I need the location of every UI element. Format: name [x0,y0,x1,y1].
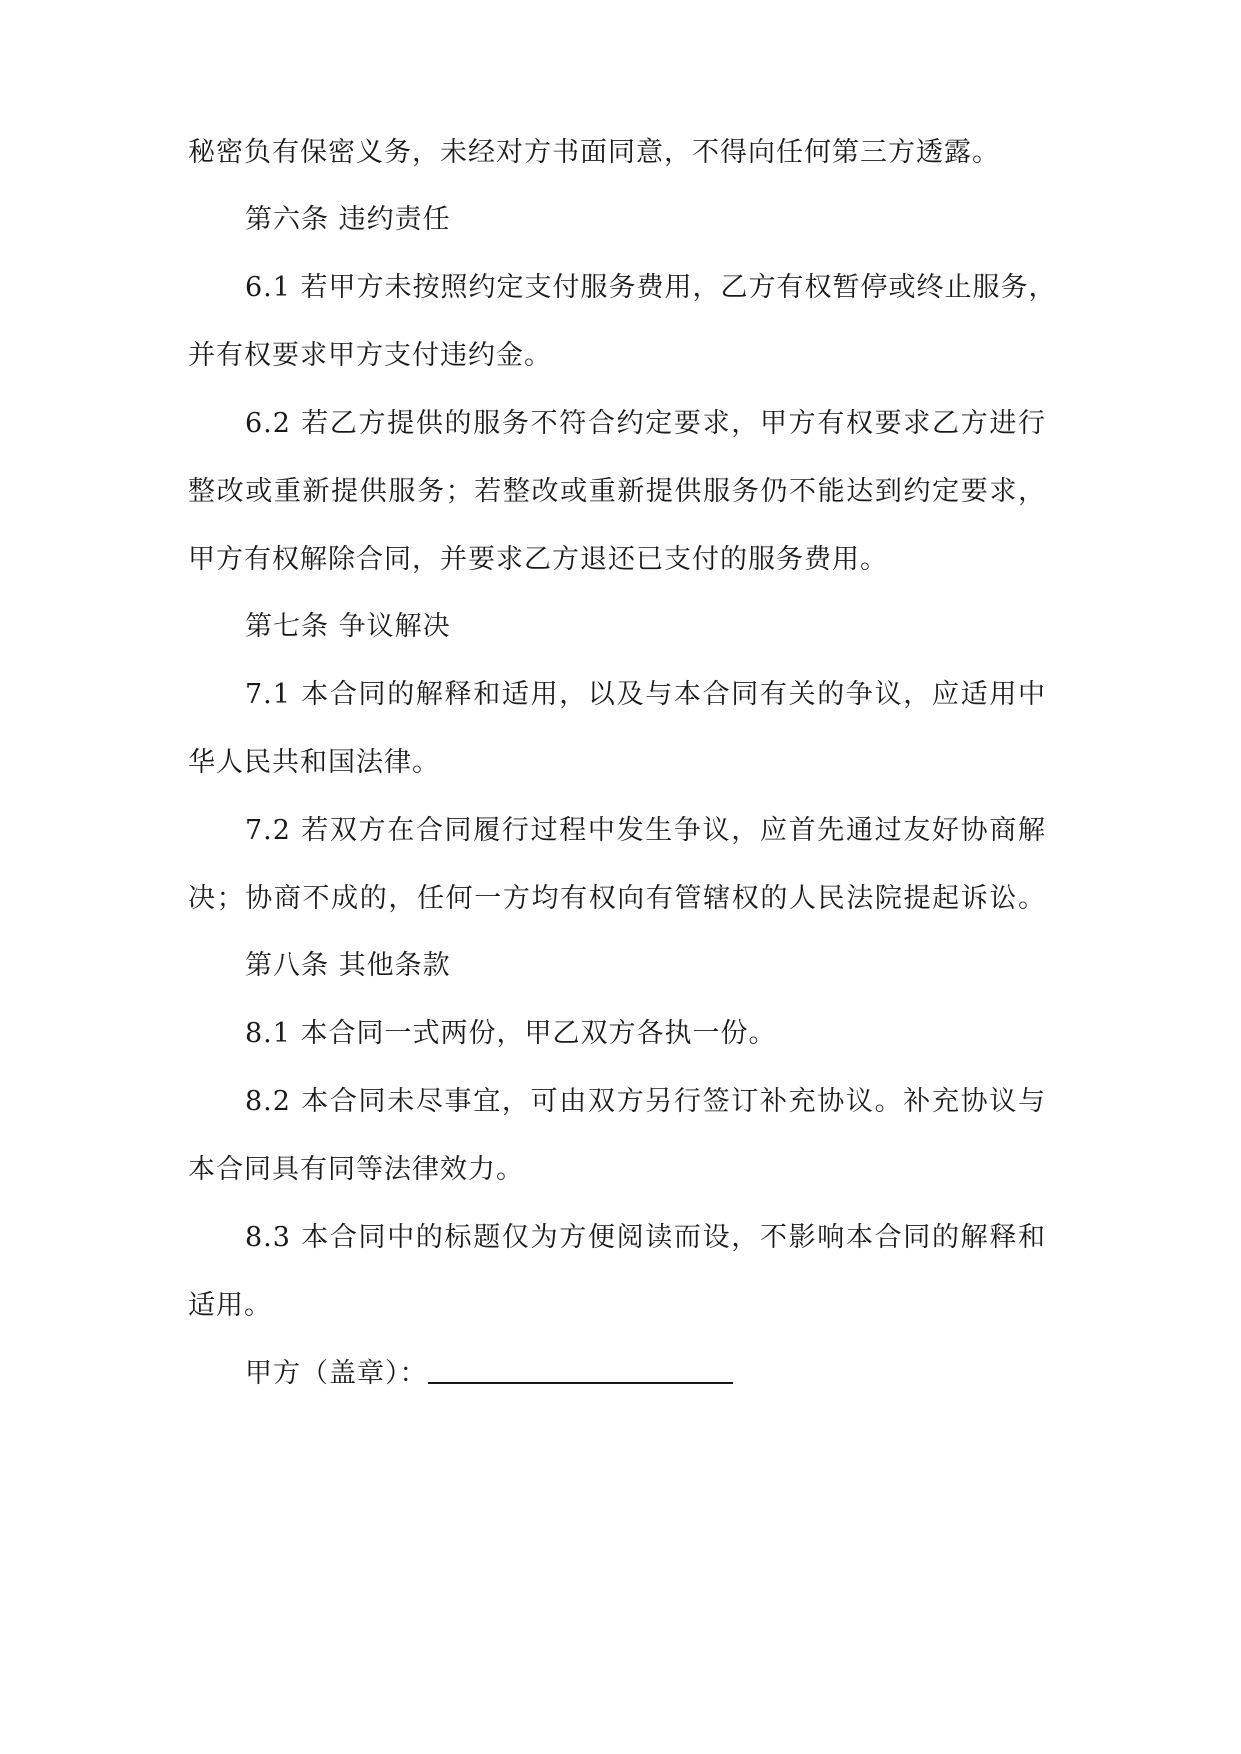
party-a-signature-row [245,1354,733,1394]
clause-6-2-line-3: 甲方有权解除合同，并要求乙方退还已支付的服务费用。 [188,544,888,575]
clause-8-3-line-2: 适用。 [188,1290,272,1321]
clause-7-1-line-2: 华人民共和国法律。 [188,747,440,778]
paragraph-confidentiality-end: 秘密负有保密义务，未经对方书面同意，不得向任何第三方透露。 [188,137,1000,168]
clause-6-1-line-1: 6.1 若甲方未按照约定支付服务费用，乙方有权暂停或终止服务， [245,272,1057,303]
article-6-heading: 第六条 违约责任 [245,204,451,235]
clause-7-2-line-1: 7.2 若双方在合同履行过程中发生争议，应首先通过友好协商解 [245,815,1046,846]
clause-7-2-line-2: 决；协商不成的，任何一方均有权向有管辖权的人民法院提起诉讼。 [188,883,1046,914]
clause-8-1: 8.1 本合同一式两份，甲乙双方各执一份。 [245,1018,777,1049]
clause-8-3-line-1: 8.3 本合同中的标题仅为方便阅读而设，不影响本合同的解释和 [245,1222,1046,1253]
clause-8-2-line-2: 本合同具有同等法律效力。 [188,1154,524,1185]
signature-blank-line[interactable] [428,1354,733,1384]
clause-6-2-line-2: 整改或重新提供服务；若整改或重新提供服务仍不能达到约定要求， [188,476,1046,507]
party-a-seal-label: 甲方（盖章）： [245,1358,428,1389]
article-8-heading: 第八条 其他条款 [245,950,451,981]
clause-6-2-line-1: 6.2 若乙方提供的服务不符合约定要求，甲方有权要求乙方进行 [245,408,1046,439]
clause-8-2-line-1: 8.2 本合同未尽事宜，可由双方另行签订补充协议。补充协议与 [245,1086,1046,1117]
clause-7-1-line-1: 7.1 本合同的解释和适用，以及与本合同有关的争议，应适用中 [245,679,1046,710]
article-7-heading: 第七条 争议解决 [245,611,451,642]
clause-6-1-line-2: 并有权要求甲方支付违约金。 [188,340,552,371]
